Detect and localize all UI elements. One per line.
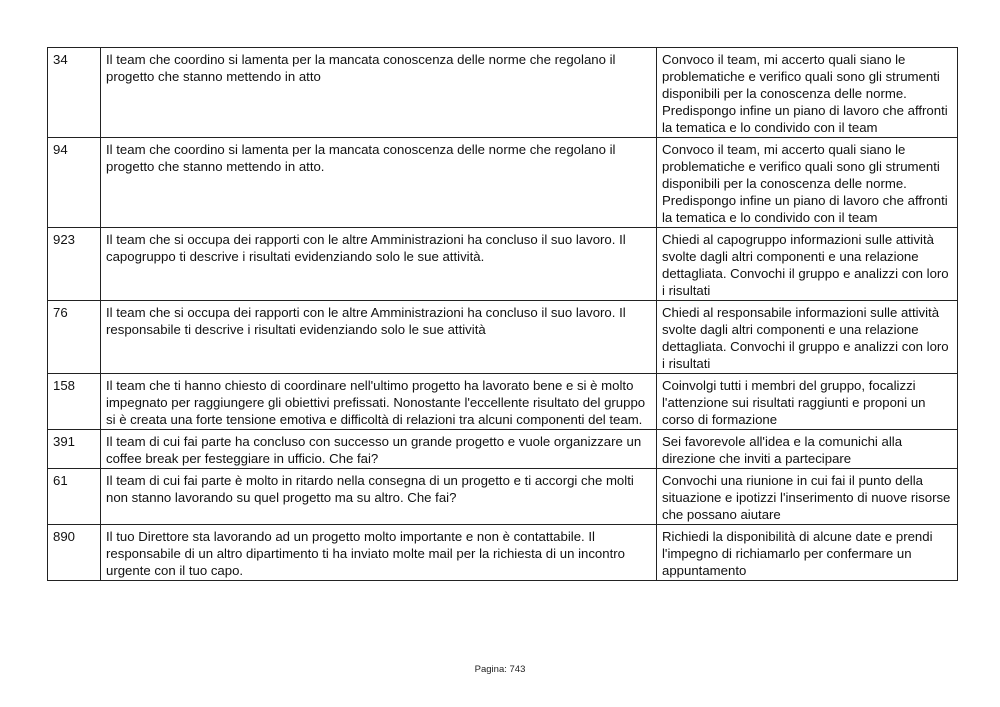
row-id: 76 (48, 301, 101, 374)
row-question: Il team che coordino si lamenta per la mancata conoscenza delle norme che regolano il progetto che stanno mettendo in atto (101, 48, 657, 138)
row-id: 94 (48, 138, 101, 228)
row-answer: Richiedi la disponibilità di alcune date e prendi l'impegno di richiamarlo per confermare un appuntamento (657, 525, 958, 581)
row-question: Il team di cui fai parte è molto in ritardo nella consegna di un progetto e ti accorgi che molti non stanno lavorando su quel progetto ma su altro. Che fai? (101, 469, 657, 525)
row-answer: Convoco il team, mi accerto quali siano le problematiche e verifico quali sono gli strumenti disponibili per la conoscenza delle norme. Predispongo infine un piano di lavoro che affronti la tematica e lo condivido con il team (657, 138, 958, 228)
table-row (48, 430, 958, 469)
row-id: 34 (48, 48, 101, 138)
row-answer: Chiedi al capogruppo informazioni sulle attività svolte dagli altri componenti e una relazione dettagliata. Convochi il gruppo e analizzi con loro i risultati (657, 228, 958, 301)
row-question: Il team che si occupa dei rapporti con le altre Amministrazioni ha concluso il suo lavoro. Il capogruppo ti descrive i risultati evidenziando solo le sue attività. (101, 228, 657, 301)
row-id: 61 (48, 469, 101, 525)
row-answer: Convoco il team, mi accerto quali siano le problematiche e verifico quali sono gli strumenti disponibili per la conoscenza delle norme. Predispongo infine un piano di lavoro che affronti la tematica e lo condivido con il team (657, 48, 958, 138)
row-answer: Coinvolgi tutti i membri del gruppo, focalizzi l'attenzione sui risultati raggiunti e proponi un corso di formazione (657, 374, 958, 430)
row-question: Il tuo Direttore sta lavorando ad un progetto molto importante e non è contattabile. Il responsabile di un altro dipartimento ti ha inviato molte mail per la richiesta di un incontro urgente con il tuo capo. (101, 525, 657, 581)
row-question: Il team che si occupa dei rapporti con le altre Amministrazioni ha concluso il suo lavoro. Il responsabile ti descrive i risultati evidenziando solo le sue attività (101, 301, 657, 374)
row-question: Il team di cui fai parte ha concluso con successo un grande progetto e vuole organizzare un coffee break per festeggiare in ufficio. Che fai? (101, 430, 657, 469)
table-row (48, 138, 958, 228)
row-id: 391 (48, 430, 101, 469)
row-answer: Convochi una riunione in cui fai il punto della situazione e ipotizzi l'inserimento di nuove risorse che possano aiutare (657, 469, 958, 525)
table-row (48, 301, 958, 374)
row-question: Il team che ti hanno chiesto di coordinare nell'ultimo progetto ha lavorato bene e si è molto impegnato per raggiungere gli obiettivi prefissati. Nonostante l'eccellente risultato del gruppo si è creata una forte tensione emotiva e difficoltà di relazioni tra alcuni componenti del team. (101, 374, 657, 430)
row-question: Il team che coordino si lamenta per la mancata conoscenza delle norme che regolano il progetto che stanno mettendo in atto. (101, 138, 657, 228)
questions-table (47, 47, 958, 581)
row-id: 158 (48, 374, 101, 430)
row-id: 923 (48, 228, 101, 301)
table-row (48, 48, 958, 138)
row-answer: Sei favorevole all'idea e la comunichi alla direzione che inviti a partecipare (657, 430, 958, 469)
row-id: 890 (48, 525, 101, 581)
table-row (48, 374, 958, 430)
page-number: Pagina: 743 (474, 664, 526, 675)
table-row (48, 525, 958, 581)
table-row (48, 469, 958, 525)
table-row (48, 228, 958, 301)
row-answer: Chiedi al responsabile informazioni sulle attività svolte dagli altri componenti e una relazione dettagliata. Convochi il gruppo e analizzi con loro i risultati (657, 301, 958, 374)
